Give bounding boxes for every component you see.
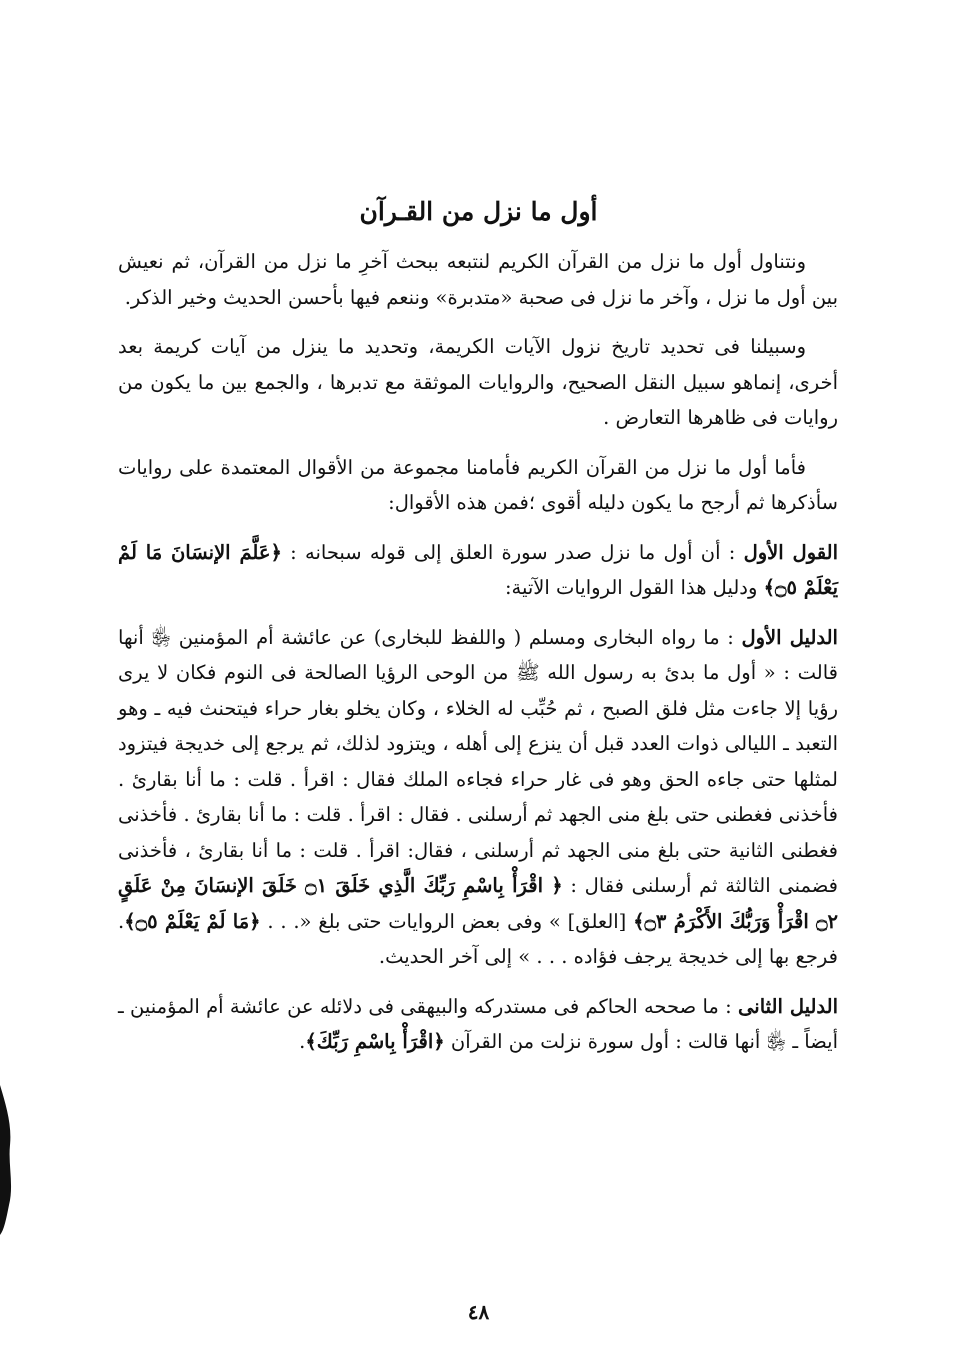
first-saying-label: القول الأول [743, 540, 838, 564]
page-number: ٤٨ [467, 1300, 490, 1324]
second-evidence-text: : ما صححه الحاكم فى مستدركه والبيهقى فى دلائله عن عائشة أم المؤمنين ـ أيضاً ـ ﵂ أنها قالت : أول سورة نزلت من القرآن [118, 994, 838, 1053]
quran-verse: ﴿عَلَّمَ الإنسَانَ مَا لَمْ يَعْلَمْ ۝٥﴾ [118, 540, 838, 599]
paragraph-intro: ونتناول أول ما نزل من القرآن الكريم لنتبعه ببحث آخرِ ما نزل من القرآن، ثم نعيش بين أول ما نزل ، وآخر ما نزل فى صحبة «متدبرة» وننعم فيها بأحسن الحديث وخير الذكر. [118, 250, 838, 309]
first-saying-text: : أن أول ما نزل صدر سورة العلق إلى قوله سبحانه : [281, 540, 744, 564]
surah-citation: [العلق] [560, 909, 634, 933]
paragraph-first-evidence [118, 620, 838, 975]
first-evidence-text-mid: » وفى بعض الروايات حتى بلغ «. . . [260, 909, 561, 933]
first-evidence-text: : ما رواه البخارى ومسلم ( واللفظ للبخارى) عن عائشة أم المؤمنين ﵂ أنها قالت : « أول ما بدئ به رسول الله ﷺ من الوحى الرؤيا الصالحة فى النوم فكان لا يرى رؤيا إلا جاءت مثل فلق الصبح ، ثم حُبِّب له الخلاء ، وكان يخلو بغار حراء فيتحنث فيه ـ وهو التعبد ـ الليالى ذوات العدد قبل أن ينزع إلى أهله ، ويتزود لذلك، ثم يرجع إلى خديجة فيتزود لمثلها حتى جاءه الحق وهو فى غار حراء فجاءه الملك فقال : اقرأ . قلت : ما أنا بقارئ . فأخذنى فغطنى حتى بلغ منى الجهد ثم أرسلنى . فقال : اقرأ . قلت : ما أنا بقارئ . فأخذنى فغطنى الثانية حتى بلغ منى الجهد ثم أرسلنى ، فقال: اقرأ . قلت : ما أنا بقارئ ، فأخذنى فضمنى الثالثة ثم أرسلنى فقال : [118, 625, 838, 897]
paragraph-second-evidence [118, 989, 838, 1060]
first-evidence-label: الدليل الأول [741, 625, 838, 649]
page-title: أول ما نزل من القـرآن [359, 197, 598, 226]
paragraph-sayings-intro: فأما أول ما نزل من القرآن الكريم فأمامنا مجموعة من الأقوال المعتمدة على روايات سأذكرها ثم أرجح ما يكون دليله أقوى ؛فمن هذه الأقوال: [118, 455, 838, 514]
quran-verse-alaq: ﴿ اقْرَأْ بِاسْمِ رَبِّكَ الَّذِي خَلَقَ ۝١ خَلَقَ الإنسَانَ مِنْ عَلَقٍ ۝٢ اقْرَأْ وَرَبُّكَ الأَكْرَمُ ۝٣﴾ [118, 874, 839, 933]
quran-verse-iqra: ﴿اقْرَأْ بِاسْمِ رَبِّكَ﴾ [305, 1030, 445, 1053]
body-text [118, 244, 838, 1074]
second-evidence-text-end: . [299, 1030, 306, 1053]
first-evidence-text-end: . فرجع بها إلى خديجة يرجف فؤاده . . . » إلى آخر الحديث. [118, 909, 838, 968]
first-saying-text-end: ودليل هذا القول الروايات الآتية: [504, 576, 764, 599]
second-evidence-label: الدليل الثانى [738, 994, 839, 1018]
page-edge-smudge [0, 1085, 18, 1235]
paragraph-first-saying [118, 535, 838, 606]
paragraph-method: وسبيلنا فى تحديد تاريخ نزول الآيات الكريمة، وتحديد ما ينزل من آيات كريمة بعد أخرى، إنماهو سبيل النقل الصحيح، والروايات الموثقة مع تدبرها ، والجمع بين ما يكون من روايات فى ظاهرها التعارض . [118, 335, 838, 429]
quran-verse-short: ﴿مَا لَمْ يَعْلَمْ ۝٥﴾ [124, 909, 261, 933]
